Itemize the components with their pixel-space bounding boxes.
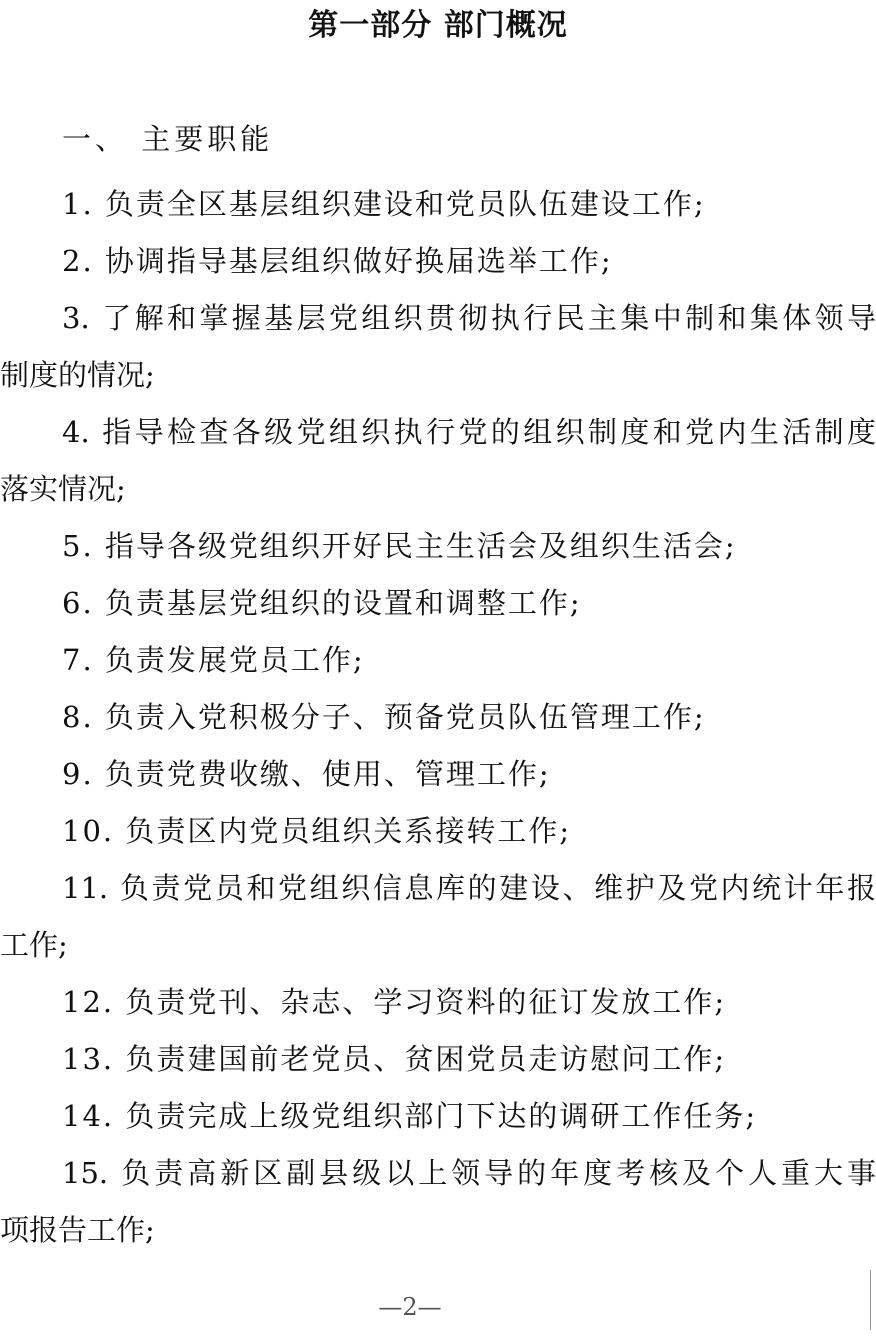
duty-item [0, 176, 876, 233]
duty-item-text: 2. 协调指导基层组织做好换届选举工作; [62, 244, 613, 278]
duty-item [0, 404, 876, 518]
duty-item-text: 4. 指导检查各级党组织执行党的组织制度和党内生活制度 [62, 415, 876, 449]
duty-item [0, 290, 876, 404]
duty-item [0, 689, 876, 746]
duty-item-continuation: 工作; [0, 928, 68, 962]
duty-item-text: 1. 负责全区基层组织建设和党员队伍建设工作; [62, 187, 706, 221]
duty-item-text: 12. 负责党刊、杂志、学习资料的征订发放工作; [62, 985, 727, 1019]
duty-item [0, 974, 876, 1031]
duty-item-text: 5. 指导各级党组织开好民主生活会及组织生活会; [62, 529, 737, 563]
duty-item-text: 13. 负责建国前老党员、贫困党员走访慰问工作; [62, 1042, 727, 1076]
duty-item-text: 7. 负责发展党员工作; [62, 643, 365, 677]
duty-item-continuation: 制度的情况; [0, 358, 155, 392]
duty-item-text: 9. 负责党费收缴、使用、管理工作; [62, 757, 551, 791]
duty-item [0, 746, 876, 803]
duty-item [0, 1031, 876, 1088]
duty-item [0, 632, 876, 689]
page-edge-mark [870, 1270, 871, 1330]
duty-item-text: 3. 了解和掌握基层党组织贯彻执行民主集中制和集体领导 [62, 301, 876, 335]
duty-item-text: 8. 负责入党积极分子、预备党员队伍管理工作; [62, 700, 706, 734]
duty-item [0, 575, 876, 632]
page-number: —2— [378, 1293, 442, 1321]
duty-item [0, 1145, 876, 1259]
duty-item-continuation: 落实情况; [0, 472, 126, 506]
duty-item-text: 15. 负责高新区副县级以上领导的年度考核及个人重大事 [62, 1156, 876, 1190]
duty-item-text: 14. 负责完成上级党组织部门下达的调研工作任务; [62, 1099, 758, 1133]
duty-item [0, 860, 876, 974]
section-heading: 一、 主要职能 [62, 122, 274, 156]
duty-item [0, 1088, 876, 1145]
duty-item [0, 803, 876, 860]
duty-item-text: 6. 负责基层党组织的设置和调整工作; [62, 586, 582, 620]
duty-item-text: 11. 负责党员和党组织信息库的建设、维护及党内统计年报 [62, 871, 876, 905]
duty-item [0, 233, 876, 290]
page-title: 第一部分 部门概况 [308, 8, 568, 43]
duty-item-continuation: 项报告工作; [0, 1213, 155, 1247]
duty-item [0, 518, 876, 575]
duty-item-text: 10. 负责区内党员组织关系接转工作; [62, 814, 572, 848]
